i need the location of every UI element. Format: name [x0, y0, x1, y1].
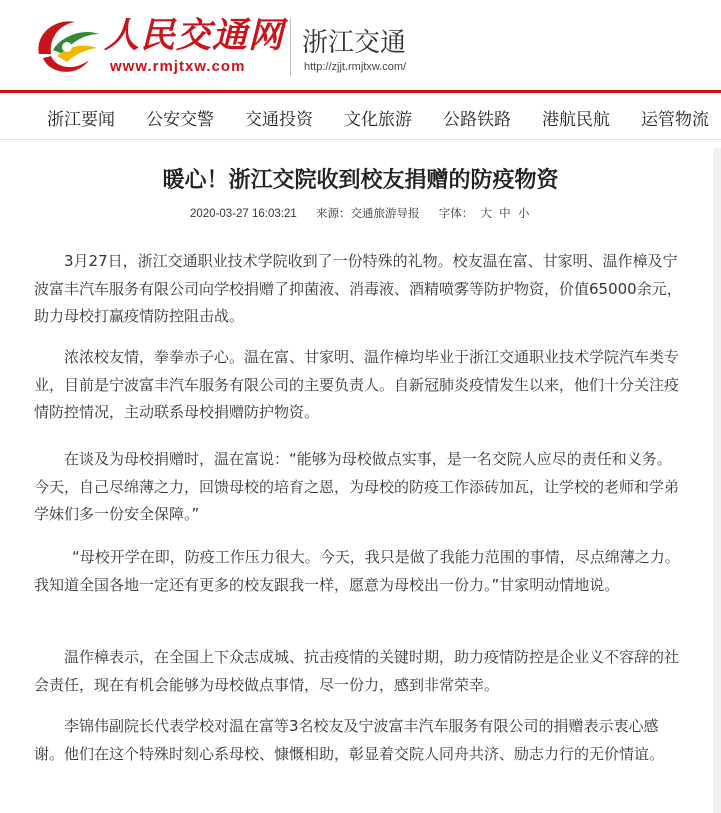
channel-url[interactable]: http://zjjt.rmjtxw.com/ — [304, 61, 407, 73]
font-size-medium[interactable]: 中 — [499, 208, 511, 220]
article-date: 2020-03-27 16:03:21 — [190, 208, 297, 220]
nav-item-police-traffic[interactable]: 公安交警 — [146, 110, 214, 130]
nav-item-zhejiang-news[interactable]: 浙江要闻 — [47, 110, 115, 130]
nav-item-port-aviation[interactable]: 港航民航 — [542, 110, 610, 130]
nav-item-highway-rail[interactable]: 公路铁路 — [443, 110, 511, 130]
article-paragraph: “母校开学在即，防疫工作压力很大。今天，我只是做了我能力范围的事情，尽点绵薄之力。我知道全国各地一定还有更多的校友跟我一样，愿意为母校出一份力。”甘家明动情地说。 — [34, 548, 680, 594]
site-header — [0, 0, 721, 90]
font-size-small[interactable]: 小 — [517, 208, 530, 220]
nav-item-transport-invest[interactable]: 交通投资 — [245, 110, 313, 130]
logo-emblem-icon[interactable] — [31, 14, 103, 80]
article-meta — [190, 205, 533, 221]
article-paragraph: 在谈及为母校捐赠时，温在富说：“能够为母校做点实事，是一名交院人应尽的责任和义务。今天，自己尽绵薄之力，回馈母校的培育之恩，为母校的防疫工作添砖加瓦，让学校的老师和学弟学妹们多一份安全保障。” — [34, 450, 680, 523]
logo-text[interactable]: 人民交通网 — [104, 15, 285, 56]
logo-url[interactable]: www.rmjtxw.com — [110, 58, 246, 75]
article-paragraph: 3月27日，浙江交通职业技术学院收到了一份特殊的礼物。校友温在富、甘家明、温作樟及宁波富丰汽车服务有限公司向学校捐赠了抑菌液、消毒液、酒精喷雾等防护物资，价值65000余元，助力母校打赢疫情防控阻击战。 — [34, 252, 682, 325]
font-size-large[interactable]: 大 — [480, 208, 492, 220]
header-divider — [290, 18, 291, 76]
article-paragraph: 李锦伟副院长代表学校对温在富等3名校友及宁波富丰汽车服务有限公司的捐赠表示衷心感谢。他们在这个特殊时刻心系母校、慷慨相助，彰显着交院人同舟共济、励志力行的无价情谊。 — [34, 717, 665, 763]
article-source: 来源：交通旅游导报 — [316, 208, 420, 220]
main-nav — [0, 93, 721, 140]
nav-item-culture-tourism[interactable]: 文化旅游 — [344, 110, 412, 130]
channel-name[interactable]: 浙江交通 — [302, 28, 407, 58]
nav-item-transport-logistics[interactable]: 运管物流 — [641, 110, 709, 130]
scrollbar[interactable] — [713, 148, 721, 813]
font-size-label: 字体： — [438, 208, 474, 220]
article-paragraph: 温作樟表示，在全国上下众志成城、抗击疫情的关键时期，助力疫情防控是企业义不容辞的社会责任，现在有机会能够为母校做点事情，尽一份力，感到非常荣幸。 — [34, 648, 680, 694]
article-paragraph: 浓浓校友情，拳拳赤子心。温在富、甘家明、温作樟均毕业于浙江交通职业技术学院汽车类专业，目前是宁波富丰汽车服务有限公司的主要负责人。自新冠肺炎疫情发生以来，他们十分关注疫情防控情况，主动联系母校捐赠防护物资。 — [34, 348, 680, 421]
article-title: 暖心！浙江交院收到校友捐赠的防疫物资 — [162, 168, 559, 193]
